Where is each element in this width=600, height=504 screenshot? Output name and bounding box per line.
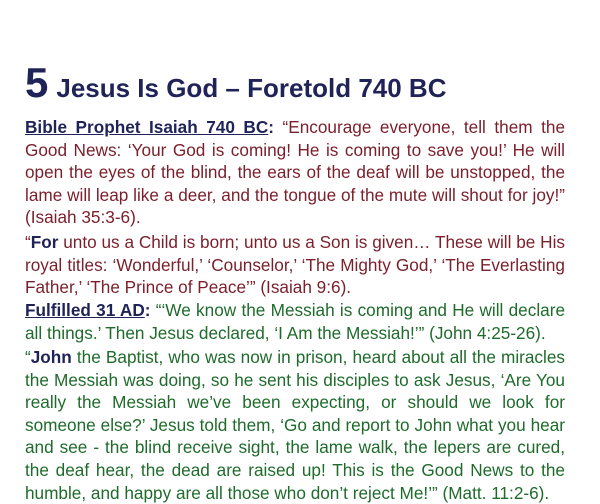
fulfilled2-text: the Baptist, who was now in prison, heard about all the miracles the Messiah was doing, so he sent his disciples to ask Jesus, ‘Are You really the Messiah we’ve been expecting, or should we look for someone else?’ Jesus told them, ‘Go and report to John what you hear and see - the blind receive sight, the lame walk, the lepers are cured, the deaf hear, the dead are raised up! This is the Good News to the humble, and happy are all those who don’t reject Me!’” (Matt. 11:2-6). — [25, 347, 565, 503]
prophecy2-lead: For — [30, 232, 59, 252]
prophecy-label-colon: : — [268, 117, 274, 137]
prophecy-paragraph — [25, 116, 565, 229]
prophecy-label: Bible Prophet Isaiah 740 BC — [25, 117, 269, 137]
fulfilled-text: “‘We know the Messiah is coming and He will declare all things.’ Then Jesus declared, ‘I Am the Messiah!’” (John 4:25-26). — [25, 300, 565, 343]
prophecy2-paragraph — [25, 231, 565, 299]
prophecy2-open-quote: “ — [25, 232, 31, 252]
slide-number: 5 — [25, 59, 49, 106]
slide-title-text: Jesus Is God – Foretold 740 BC — [56, 73, 447, 103]
slide-title — [25, 59, 447, 106]
fulfilled2-paragraph — [25, 346, 565, 504]
fulfilled-label-colon: : — [144, 300, 151, 320]
fulfilled-label: Fulfilled 31 AD — [25, 300, 145, 320]
prophecy2-text: unto us a Child is born; unto us a Son is given… These will be His royal titles: ‘Wonderful,’ ‘Counselor,’ ‘The Mighty God,’ ‘The Everlasting Father,’ ‘The Prince of Peace’” (Isaiah 9:6). — [25, 232, 565, 298]
prophecy-text: “Encourage everyone, tell them the Good News: ‘Your God is coming! He is coming to save you!’ He will open the eyes of the blind, the ears of the deaf will be unstopped, the lame will leap like a deer, and the tongue of the mute will shout for joy!” (Isaiah 35:3-6). — [25, 117, 566, 228]
fulfilled2-lead: John — [30, 347, 72, 367]
fulfilled2-open-quote: “ — [25, 347, 31, 367]
fulfilled-paragraph — [25, 299, 565, 344]
